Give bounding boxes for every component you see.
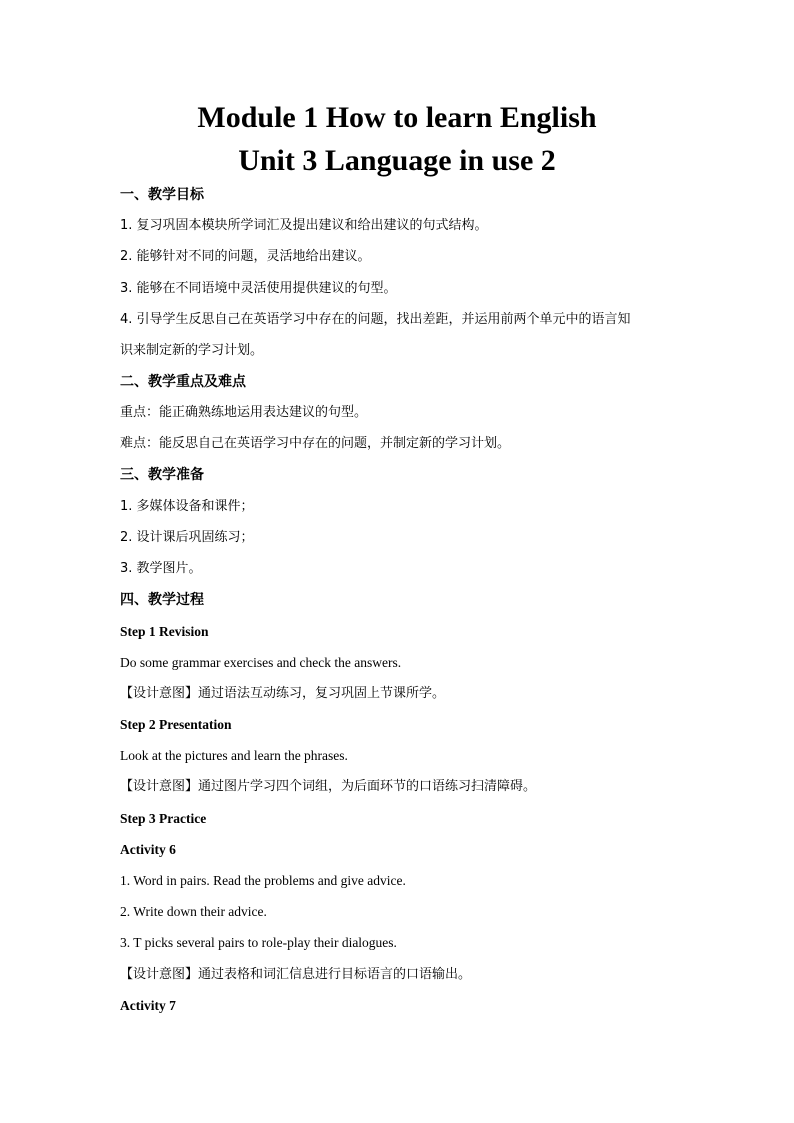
document-title: Module 1 How to learn English xyxy=(197,101,597,134)
design-intent: 【设计意图】通过语法互动练习，复习巩固上节课所学。 xyxy=(120,686,446,701)
preparation-item: 1. 多媒体设备和课件； xyxy=(120,499,254,514)
preparation-item: 3. 教学图片。 xyxy=(120,561,202,576)
preparation-item: 2. 设计课后巩固练习； xyxy=(120,530,254,545)
activity-title: Activity 6 xyxy=(120,842,176,857)
section-heading-procedure: 四、教学过程 xyxy=(120,592,204,608)
key-point-item: 重点：能正确熟练地运用表达建议的句型。 xyxy=(120,405,368,420)
difficult-point-item: 难点：能反思自己在英语学习中存在的问题，并制定新的学习计划。 xyxy=(120,436,511,451)
activity-item: 1. Word in pairs. Read the problems and give advice. xyxy=(120,873,406,888)
objective-item: 3. 能够在不同语境中灵活使用提供建议的句型。 xyxy=(120,281,397,296)
section-heading-key-points: 二、教学重点及难点 xyxy=(120,374,246,390)
step-title: Step 2 Presentation xyxy=(120,717,232,732)
step-text: Look at the pictures and learn the phrases. xyxy=(120,748,348,763)
step-title: Step 3 Practice xyxy=(120,811,207,826)
step-text: Do some grammar exercises and check the answers. xyxy=(120,655,402,670)
objective-item: 1. 复习巩固本模块所学词汇及提出建议和给出建议的句式结构。 xyxy=(120,218,488,233)
activity-title: Activity 7 xyxy=(120,998,176,1013)
document-subtitle: Unit 3 Language in use 2 xyxy=(238,144,556,177)
section-heading-preparation: 三、教学准备 xyxy=(120,467,204,483)
objective-item: 2. 能够针对不同的问题，灵活地给出建议。 xyxy=(120,249,371,264)
activity-item: 3. T picks several pairs to role-play their dialogues. xyxy=(120,935,397,950)
objective-item: 4. 引导学生反思自己在英语学习中存在的问题，找出差距，并运用前两个单元中的语言知 xyxy=(120,312,631,327)
design-intent: 【设计意图】通过图片学习四个词组，为后面环节的口语练习扫清障碍。 xyxy=(120,779,537,794)
step-title: Step 1 Revision xyxy=(120,624,209,639)
section-heading-objectives: 一、教学目标 xyxy=(120,187,204,203)
design-intent: 【设计意图】通过表格和词汇信息进行目标语言的口语输出。 xyxy=(120,967,472,982)
objective-item-continued: 识来制定新的学习计划。 xyxy=(120,343,264,358)
activity-item: 2. Write down their advice. xyxy=(120,904,267,919)
